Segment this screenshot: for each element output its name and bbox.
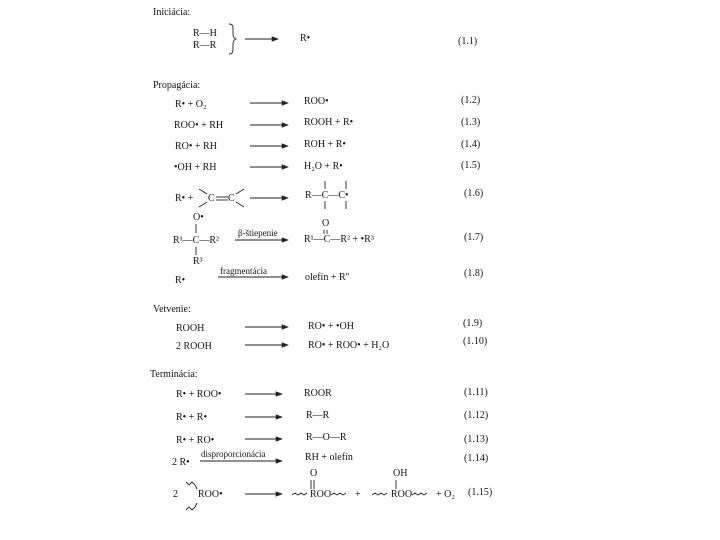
- eq-1-12: (1.12): [464, 410, 489, 421]
- product-roo-1: ROO: [310, 489, 332, 500]
- eq-1-4: (1.4): [461, 139, 481, 150]
- eq-1-13: (1.13): [464, 434, 489, 445]
- reactant-ro-rh: RO• + RH: [175, 141, 217, 152]
- eq-1-9: (1.9): [463, 318, 483, 329]
- reactant-rooh: ROOH: [176, 323, 205, 334]
- eq-1-14: (1.14): [464, 453, 489, 464]
- product-rooh-r: ROOH + R•: [304, 117, 354, 128]
- eq-1-15: (1.15): [468, 487, 493, 498]
- ketone-o-product: O: [310, 468, 318, 479]
- alcohol-oh-product: OH: [393, 468, 408, 479]
- product-r1cr2-r3: R¹—C—R² + •R³: [304, 234, 374, 245]
- alkoxy-o: O•: [193, 212, 204, 223]
- fragmentation-label: fragmentácia: [220, 266, 267, 276]
- eq-1-11: (1.11): [464, 387, 488, 398]
- product-roo: ROO•: [304, 96, 329, 107]
- reactant-r-roo: R• + ROO•: [176, 389, 222, 400]
- heading-termination: Terminácia:: [150, 369, 198, 380]
- eq-1-8: (1.8): [464, 268, 484, 279]
- initiation-brace: [229, 24, 236, 54]
- eq-1-3: (1.3): [461, 117, 481, 128]
- eq-1-5: (1.5): [461, 160, 481, 171]
- eq-1-10: (1.10): [463, 336, 488, 347]
- wavy-bond-top: [186, 482, 197, 489]
- reactant-r-ro: R• + RO•: [176, 435, 215, 446]
- product-ror: R—O—R: [306, 432, 347, 443]
- heading-initiation: Iniciácia:: [153, 7, 191, 18]
- reactant-r-frag: R•: [175, 275, 186, 286]
- alkene-c1: C: [208, 193, 215, 204]
- product-radical: R•: [300, 33, 311, 44]
- reactant-r-o2: R• + O₂: [175, 99, 207, 110]
- reactant-2rooh: 2 ROOH: [176, 341, 212, 352]
- reactant-rh: R—H: [193, 28, 217, 39]
- reactant-roo-rh: ROO• + RH: [174, 120, 224, 131]
- coefficient-2: 2: [173, 489, 178, 500]
- ketone-o: O: [322, 218, 330, 229]
- heading-branching: Vetvenie:: [153, 304, 191, 315]
- product-rh-olefin: RH + olefín: [305, 452, 353, 463]
- alkene-c2: C: [228, 193, 235, 204]
- product-roo-2: ROO: [391, 489, 413, 500]
- beta-scission-label: β-štiepenie: [238, 228, 278, 238]
- product-h2o-r: H₂O + R•: [304, 161, 343, 172]
- heading-propagation: Propagácia:: [153, 80, 201, 91]
- reactant-rr: R—R: [193, 40, 217, 51]
- wavy-bond-bottom: [186, 503, 197, 510]
- reactant-r1cr2: R¹—C—R²: [173, 235, 220, 246]
- product-o2: + O₂: [436, 489, 455, 500]
- product-olefin-r: olefín + R'': [305, 272, 350, 283]
- product-ro-roo-h2o: RO• + ROO• + H₂O: [308, 340, 390, 351]
- plus-sign: +: [355, 489, 361, 500]
- product-roor: ROOR: [304, 388, 332, 399]
- reactant-r3: R³: [193, 256, 203, 267]
- reactant-r-plus: R• +: [175, 193, 194, 204]
- product-roh-r: ROH + R•: [304, 139, 346, 150]
- eq-1-7: (1.7): [464, 232, 484, 243]
- eq-1-6: (1.6): [464, 188, 484, 199]
- eq-1-2: (1.2): [461, 95, 481, 106]
- product-r-r: R—R: [306, 410, 330, 421]
- reactant-roo2: ROO•: [198, 489, 223, 500]
- disproportionation-label: disproporcionácia: [201, 449, 266, 459]
- product-rcc: R—C—C•: [305, 190, 349, 201]
- reactant-r-r: R• + R•: [176, 412, 207, 423]
- product-ro-oh: RO• + •OH: [308, 321, 354, 332]
- reactant-2r: 2 R•: [172, 457, 190, 468]
- eq-1-1: (1.1): [458, 36, 478, 47]
- reactant-oh-rh: •OH + RH: [174, 162, 217, 173]
